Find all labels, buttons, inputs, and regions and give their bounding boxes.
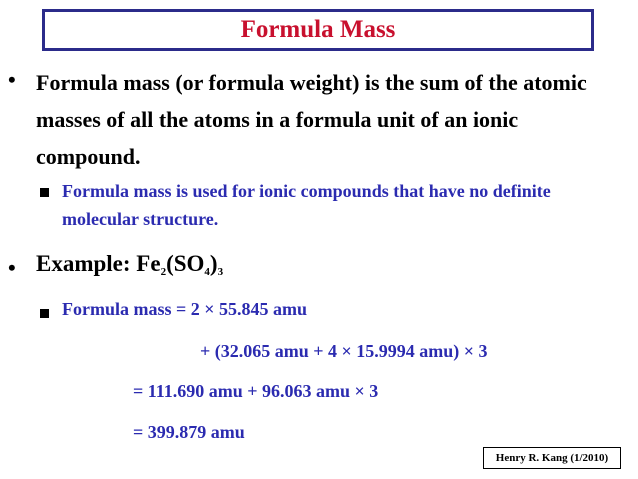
calc-line-4: = 399.879 amu <box>133 422 245 442</box>
title-box <box>42 9 594 51</box>
example-prefix: Example: Fe <box>36 251 161 276</box>
example-close: ) <box>209 251 218 276</box>
calc-line-2: + (32.065 amu + 4 × 15.9994 amu) × 3 <box>200 341 488 361</box>
square-bullet-icon <box>40 188 49 197</box>
bullet-example <box>36 251 223 278</box>
bullet-dot-icon: • <box>8 255 16 280</box>
example-mid: (SO <box>166 251 205 276</box>
sub-bullet-ionic: Formula mass is used for ionic compounds that have no definite molecular structure. <box>62 181 551 229</box>
subscript-2: 2 <box>160 266 167 278</box>
slide-title: Formula Mass <box>240 16 396 43</box>
author-credit: Henry R. Kang (1/2010) <box>483 447 621 469</box>
subscript-4: 4 <box>204 266 210 278</box>
calc-line-3: = 111.690 amu + 96.063 amu × 3 <box>133 381 379 401</box>
bullet-definition: Formula mass (or formula weight) is the sum of the atomic masses of all the atoms in a formula unit of an ionic compound. <box>36 70 587 169</box>
subscript-3: 3 <box>217 266 224 278</box>
calc-line-1: Formula mass = 2 × 55.845 amu <box>62 299 308 319</box>
square-bullet-icon <box>40 309 49 318</box>
bullet-dot-icon: • <box>8 67 16 92</box>
